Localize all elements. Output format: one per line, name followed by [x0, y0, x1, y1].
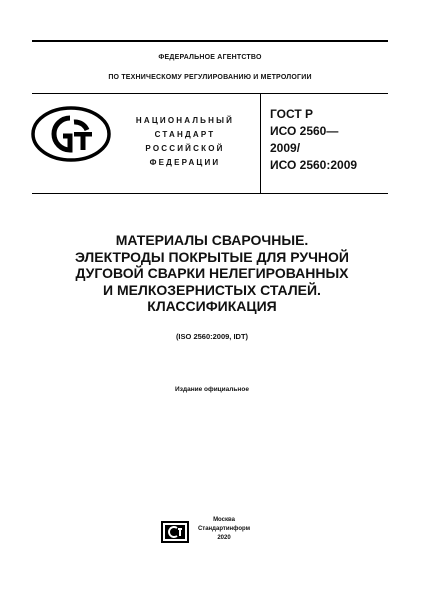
- national-line: ФЕДЕРАЦИИ: [149, 158, 221, 167]
- agency-line-1: ФЕДЕРАЛЬНОЕ АГЕНТСТВО: [158, 54, 262, 61]
- national-standard-label: [120, 114, 250, 170]
- top-rule: [32, 40, 388, 42]
- designation-line: ИСО 2560:2009: [270, 158, 358, 172]
- standard-designation: [270, 106, 400, 174]
- publisher-info: [194, 516, 254, 543]
- national-line: СТАНДАРТ: [154, 130, 216, 139]
- agency-line-2: ПО ТЕХНИЧЕСКОМУ РЕГУЛИРОВАНИЮ И МЕТРОЛОГИИ: [108, 74, 312, 81]
- title-line: ДУГОВОЙ СВАРКИ НЕЛЕГИРОВАННЫХ: [75, 265, 349, 281]
- band-top-rule: [32, 93, 388, 94]
- title-line: И МЕЛКОЗЕРНИСТЫХ СТАЛЕЙ.: [103, 281, 321, 298]
- national-line: РОССИЙСКОЙ: [145, 144, 225, 153]
- publication-year: 2020: [217, 535, 231, 541]
- designation-line: 2009/: [270, 141, 301, 155]
- national-line: НАЦИОНАЛЬНЫЙ: [135, 116, 235, 125]
- publisher-city: Москва: [213, 517, 235, 523]
- standartinform-mark-icon: [161, 521, 189, 543]
- designation-line: ИСО 2560—: [270, 124, 339, 138]
- band-divider: [260, 93, 261, 193]
- iso-reference: (ISO 2560:2009, IDT): [175, 332, 249, 341]
- edition-label: Издание официальное: [175, 386, 249, 393]
- title-line: ЭЛЕКТРОДЫ ПОКРЫТЫЕ ДЛЯ РУЧНОЙ: [75, 248, 349, 265]
- gost-r-logo-icon: [30, 104, 112, 164]
- publisher-name: Стандартинформ: [197, 526, 251, 532]
- title-line: КЛАССИФИКАЦИЯ: [147, 298, 277, 314]
- band-bottom-rule: [32, 193, 388, 194]
- designation-line: ГОСТ Р: [270, 107, 314, 121]
- document-title: [40, 232, 384, 315]
- title-line: МАТЕРИАЛЫ СВАРОЧНЫЕ.: [115, 232, 309, 248]
